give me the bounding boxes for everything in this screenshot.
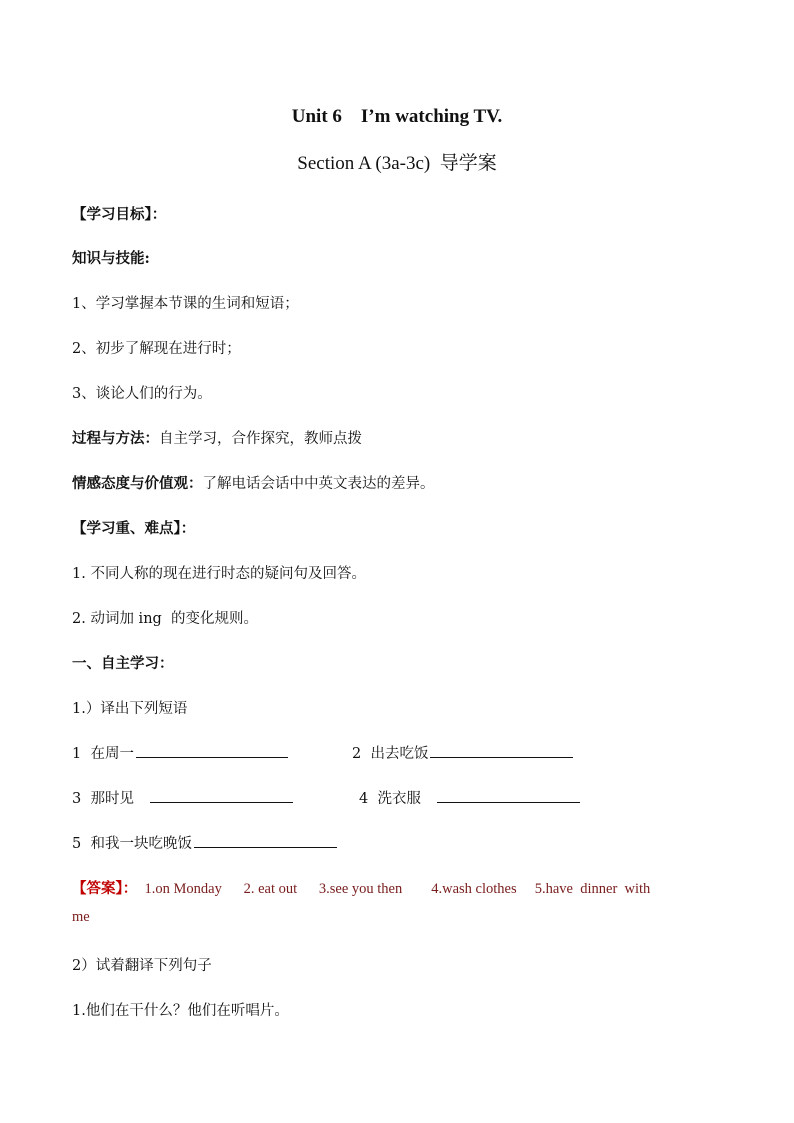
knowledge-label: 知识与技能:	[72, 250, 150, 267]
phrase-item	[359, 787, 580, 808]
objective-item: 3、谈论人们的行为。	[72, 386, 212, 402]
phrase-prompt: 3 那时见	[72, 791, 148, 807]
part2-title: 2）试着翻译下列句子	[72, 958, 212, 974]
answer-blank[interactable]	[194, 832, 337, 848]
page-subtitle: Section A (3a-3c) 导学案	[297, 153, 497, 174]
process-line	[72, 427, 362, 448]
part1-title: 1.）译出下列短语	[72, 701, 188, 717]
answer-blank[interactable]	[136, 742, 288, 758]
key-point-item: 1. 不同人称的现在进行时态的疑问句及回答。	[72, 566, 366, 582]
phrase-item	[72, 787, 293, 808]
key-points-heading: 【学习重、难点】：	[72, 520, 196, 537]
objectives-heading: 【学习目标】：	[72, 206, 167, 223]
answer-blank[interactable]	[437, 787, 580, 803]
process-text: 自主学习，合作探究，教师点拨	[159, 431, 362, 447]
process-label: 过程与方法：	[72, 430, 159, 447]
self-study-heading: 一、自主学习：	[72, 655, 174, 672]
key-point-item: 2. 动词加 ing 的变化规则。	[72, 611, 259, 627]
answer-wrap: me	[72, 909, 90, 925]
phrase-item	[72, 832, 337, 853]
page-title: Unit 6 I’m watching TV.	[291, 106, 503, 127]
phrase-prompt: 2 出去吃饭	[352, 746, 429, 762]
answer-blank[interactable]	[150, 787, 293, 803]
phrase-item	[72, 742, 288, 763]
emotion-label: 情感态度与价值观：	[72, 475, 203, 492]
phrase-prompt: 1 在周一	[72, 746, 134, 762]
emotion-line	[72, 472, 435, 493]
objective-item: 2、初步了解现在进行时；	[72, 341, 241, 357]
phrase-prompt: 4 洗衣服	[359, 791, 435, 807]
answer-blank[interactable]	[430, 742, 573, 758]
objective-item: 1、学习掌握本节课的生词和短语；	[72, 296, 299, 312]
phrase-prompt: 5 和我一块吃晚饭	[72, 836, 192, 852]
phrase-item	[352, 742, 573, 763]
sentence-item: 1.他们在干什么？他们在听唱片。	[72, 1003, 289, 1019]
answer-label: 【答案】：	[72, 881, 138, 897]
emotion-text: 了解电话会话中中英文表达的差异。	[202, 476, 435, 492]
answer-text: 1.on Monday 2. eat out 3.see you then 4.wash clothes 5.have dinner with	[137, 881, 651, 897]
answer-line	[72, 877, 650, 898]
